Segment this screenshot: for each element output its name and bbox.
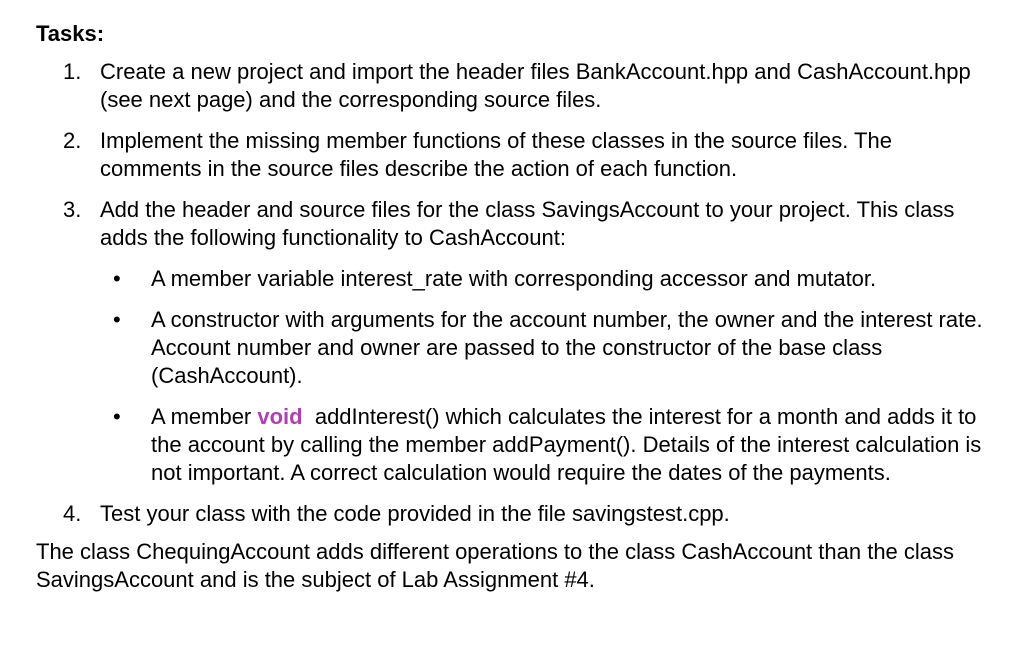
task-text: Test your class with the code provided in the file savingstest.cpp. — [100, 501, 730, 526]
tasks-heading: Tasks: — [36, 21, 105, 46]
bullet-text: A constructor with arguments for the account number, the owner and the interest rate. Account number and owner are passed to the constructor of the base class (CashAccount). — [151, 307, 983, 388]
bullet-text: A member variable interest_rate with corresponding accessor and mutator. — [151, 266, 877, 291]
task-item-1 — [36, 58, 996, 114]
bullet-dot-icon: • — [113, 404, 121, 429]
bullet-item-3 — [36, 403, 996, 487]
task-number: 1. — [63, 59, 82, 84]
task-text: Create a new project and import the header files BankAccount.hpp and CashAccount.hpp (see next page) and the corresponding source files. — [100, 59, 971, 112]
task-number: 4. — [63, 501, 82, 526]
task-item-4 — [36, 500, 996, 528]
task-item-3 — [36, 196, 996, 252]
task-text: Implement the missing member functions of these classes in the source files. The comments in the source files describe the action of each function. — [100, 128, 892, 181]
footer-paragraph: The class ChequingAccount adds different operations to the class CashAccount than the class SavingsAccount and is the subject of Lab Assignment #4. — [36, 539, 955, 592]
document-page — [36, 20, 996, 594]
bullet-text-start: A member — [151, 404, 258, 429]
bullet-text-end: addInterest() which calculates the interest for a month and adds it to the account by calling the member addPayment(). Details of the interest calculation is not important. A correct calculation would require the dates of the payments. — [151, 404, 988, 485]
bullet-dot-icon: • — [113, 307, 121, 332]
task-text: Add the header and source files for the class SavingsAccount to your project. This class adds the following functionality to CashAccount: — [100, 197, 955, 250]
task-number: 2. — [63, 128, 82, 153]
bullet-item-1 — [36, 265, 996, 293]
bullet-dot-icon: • — [113, 266, 121, 291]
task-item-2 — [36, 127, 996, 183]
code-keyword-void: void — [257, 404, 303, 429]
task-number: 3. — [63, 197, 82, 222]
bullet-item-2 — [36, 306, 996, 390]
